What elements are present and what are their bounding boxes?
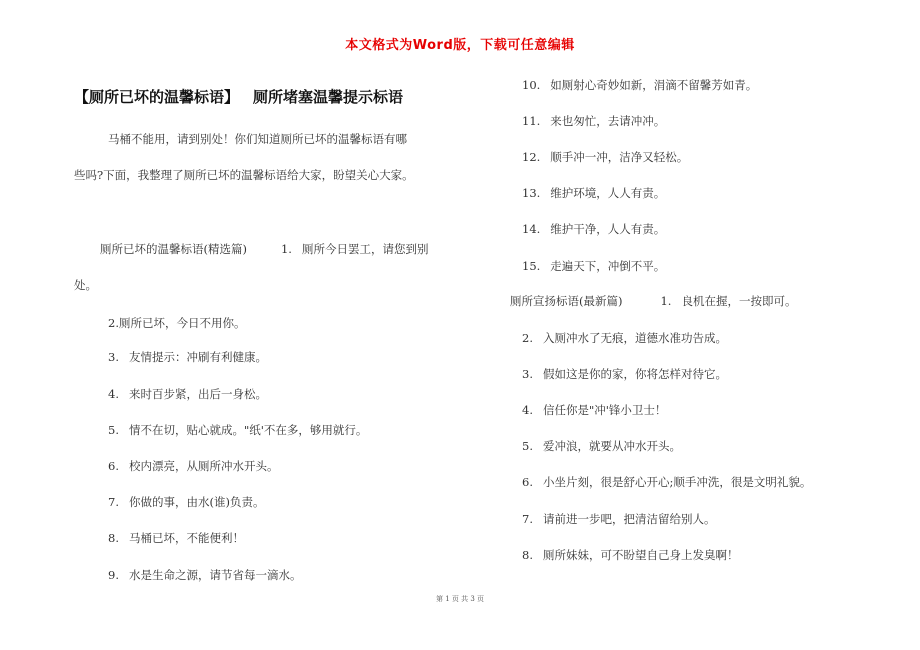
item-number: 4.: [522, 403, 533, 417]
item-number: 3.: [108, 350, 119, 364]
item-number: 5.: [108, 423, 119, 437]
list-item: [522, 367, 727, 381]
list-item: [108, 387, 267, 401]
item-text: 小坐片刻，很是舒心开心;顺手冲洗，很是文明礼貌。: [542, 475, 812, 489]
list-item: [108, 459, 278, 473]
item-number: 5.: [522, 439, 533, 453]
item-text: 维护环境，人人有责。: [550, 186, 666, 200]
item-text: 假如这是你的家，你将怎样对待它。: [542, 367, 727, 381]
list-item: [108, 495, 264, 509]
list-item: [522, 331, 727, 345]
intro-line-1: 马桶不能用，请到别处！你们知道厕所已坏的温馨标语有哪: [108, 132, 407, 146]
item-number: 2.: [108, 316, 119, 330]
page-footer: 第 1 页 共 3 页: [435, 595, 485, 603]
item-number: 14.: [522, 222, 541, 236]
item-number: 15.: [522, 259, 541, 273]
document-title: [74, 86, 403, 107]
item-text: 信任你是"冲'锋小卫士！: [542, 403, 667, 417]
title-part-2: 厕所堵塞温馨提示标语: [253, 88, 404, 106]
title-part-1: 【厕所已坏的温馨标语】: [74, 88, 240, 106]
section2-heading: 厕所宣扬标语(最新篇): [510, 294, 623, 308]
item-number: 6.: [522, 475, 533, 489]
item-text: 厕所已坏，今日不用你。: [118, 316, 246, 330]
item-number: 4.: [108, 387, 119, 401]
item-text: 水是生命之源，请节省每一滴水。: [128, 568, 302, 582]
item-text: 入厕冲水了无痕，道德水准功告成。: [542, 331, 727, 345]
item-number: 9.: [108, 568, 119, 582]
item-text: 情不在切，贴心就成。"纸'不在多，够用就行。: [128, 423, 368, 437]
list-item: [108, 350, 267, 364]
list-item: [522, 439, 681, 453]
item-text: 爱冲浪，就要从冲水开头。: [542, 439, 681, 453]
section2-first-num: 1.: [660, 294, 672, 308]
list-item: [522, 222, 665, 236]
item-number: 11.: [522, 114, 541, 128]
item-number: 6.: [108, 459, 119, 473]
section2-first-text: 良机在握，一按即可。: [681, 294, 797, 308]
item-number: 7.: [522, 512, 533, 526]
item-number: 8.: [108, 531, 119, 545]
item-number: 7.: [108, 495, 119, 509]
item-number: 13.: [522, 186, 541, 200]
intro-line-2: 些吗?下面，我整理了厕所已坏的温馨标语给大家，盼望关心大家。: [74, 168, 414, 182]
item-text: 来也匆忙，去请冲冲。: [550, 114, 666, 128]
item-text: 请前进一步吧，把清洁留给别人。: [542, 512, 716, 526]
format-banner: 本文格式为Word版，下载可任意编辑: [345, 38, 575, 53]
item-number: 10.: [522, 78, 541, 92]
item-number: 12.: [522, 150, 541, 164]
item-text: 校内漂亮，从厕所冲水开头。: [128, 459, 279, 473]
list-item: [108, 423, 367, 437]
list-item: [522, 475, 811, 489]
section1-heading-line: [100, 242, 428, 256]
section1-first-cont: 处。: [74, 278, 97, 292]
item-number: 8.: [522, 548, 533, 562]
list-item: [522, 150, 688, 164]
list-item: [522, 259, 665, 273]
list-item: [522, 186, 665, 200]
section1-first-text: 厕所今日罢工，请您到别: [301, 242, 429, 256]
section2-heading-line: [510, 294, 796, 308]
section1-heading: 厕所已坏的温馨标语(精选篇): [100, 242, 247, 256]
item-text: 走遍天下，冲倒不平。: [550, 259, 666, 273]
item-text: 如厕射心奇妙如新，涓滴不留馨芳如青。: [550, 78, 758, 92]
list-item: [522, 78, 757, 92]
item-text: 顺手冲一冲，洁净又轻松。: [550, 150, 689, 164]
list-item: [108, 316, 245, 330]
item-number: 3.: [522, 367, 533, 381]
list-item: [522, 114, 665, 128]
list-item: [108, 568, 301, 582]
item-number: 2.: [522, 331, 533, 345]
item-text: 马桶已坏，不能便利！: [128, 531, 244, 545]
section1-first-num: 1.: [280, 242, 292, 256]
item-text: 维护干净，人人有责。: [550, 222, 666, 236]
item-text: 友情提示：冲刷有利健康。: [128, 350, 267, 364]
list-item: [522, 512, 715, 526]
list-item: [522, 403, 666, 417]
item-text: 厕所妹妹，可不盼望自己身上发臭啊！: [542, 548, 739, 562]
item-text: 来时百步紧，出后一身松。: [128, 387, 267, 401]
list-item: [108, 531, 244, 545]
list-item: [522, 548, 738, 562]
item-text: 你做的事，由水(谁)负责。: [128, 495, 265, 509]
